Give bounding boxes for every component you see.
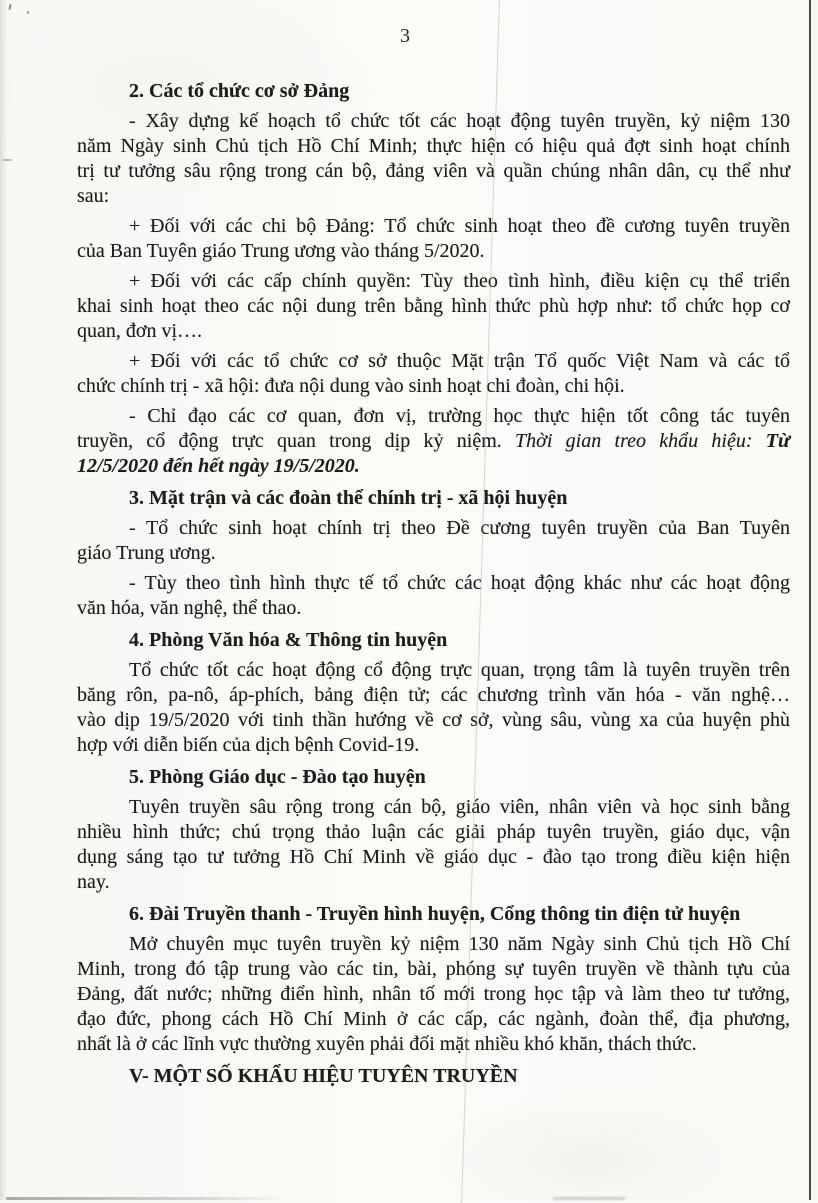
text-line: hợp với diễn biến của dịch bệnh Covid-19. [77,734,420,756]
document-content [77,72,790,1089]
scan-edge-right-margin [811,0,818,1200]
para-broadcast-column [77,932,790,1057]
text-segment: truyền, cổ động trực quan trong dịp kỷ niệm. [77,430,516,452]
para-political-activities [77,516,790,566]
text-line [77,454,790,479]
para-propaganda-plan [77,109,790,209]
heading-broadcasting-portal: 6. Đài Truyền thanh - Truyền hình huyện, Cổng thông tin điện tử huyện [129,903,741,925]
bold-italic-segment: 12/5/2020 đến hết ngày 19/5/2020. [77,455,360,477]
text-line: Mở chuyên mục tuyên truyền kỷ niệm 130 năm Ngày sinh Chủ tịch Hồ Chí [129,933,790,955]
heading-education-office: 5. Phòng Giáo dục - Đào tạo huyện [129,766,426,788]
para-fatherland-front-orgs [77,349,790,399]
text-line: đạo đức, phong cách Hồ Chí Minh ở các cấp, các ngành, đoàn thể, địa phương, [77,1008,790,1030]
scan-speck [3,159,12,161]
text-line [77,429,790,454]
heading-party-grassroots: 2. Các tổ chức cơ sở Đảng [129,80,350,102]
text-line: + Đối với các cấp chính quyền: Tùy theo tình hình, điều kiện cụ thể triển [129,270,790,292]
scan-speck [8,4,11,10]
text-line: - Tổ chức sinh hoạt chính trị theo Đề cương tuyên truyền của Ban Tuyên [129,517,790,539]
para-education-propaganda [77,795,790,895]
text-line: + Đối với các chi bộ Đảng: Tổ chức sinh hoạt theo đề cương tuyên truyền [129,215,790,237]
text-line: Tổ chức tốt các hoạt động cổ động trực quan, trọng tâm là tuyên truyền trên [129,659,790,681]
text-line: của Ban Tuyên giáo Trung ương vào tháng 5/2020. [77,240,485,262]
scan-speck [27,11,29,14]
text-line: sau: [77,185,110,207]
text-line: nhiều hình thức; chú trọng thảo luận các giải pháp tuyên truyền, giáo dục, vận [77,821,790,843]
text-line: chức chính trị - xã hội: đưa nội dung vào sinh hoạt chi đoàn, chi hội. [77,375,625,397]
text-line: - Tùy theo tình hình thực tế tổ chức các hoạt động khác như các hoạt động [129,572,790,594]
heading-front-mass-organizations: 3. Mặt trận và các đoàn thể chính trị - xã hội huyện [129,487,568,509]
text-line: quan, đơn vị…. [77,320,203,342]
bold-italic-segment: Từ [765,430,790,452]
heading-propaganda-slogans: V- MỘT SỐ KHẨU HIỆU TUYÊN TRUYỀN [129,1065,518,1087]
text-line: giáo Trung ương. [77,542,216,564]
para-banner-hanging-time [77,404,790,479]
text-line: băng rôn, pa-nô, áp-phích, bảng điện tử; các chương trình văn hóa - văn nghệ… [77,684,790,706]
text-line: văn hóa, văn nghệ, thể thao. [77,597,302,619]
heading-culture-information-office: 4. Phòng Văn hóa & Thông tin huyện [129,629,448,651]
text-line: nay. [77,871,110,893]
text-line: Tuyên truyền sâu rộng trong cán bộ, giáo viên, nhân viên và học sinh bằng [129,796,790,818]
text-line: trị tư tưởng sâu rộng trong cán bộ, đảng viên và quần chúng nhân dân, cụ thể như [77,160,790,182]
text-line: - Chỉ đạo các cơ quan, đơn vị, trường học thực hiện tốt công tác tuyên [129,405,790,427]
italic-segment: Thời gian treo khẩu hiệu: [515,430,766,452]
text-line: dụng sáng tạo tư tưởng Hồ Chí Minh về giáo dục - đào tạo trong điều kiện hiện [77,846,790,868]
para-visual-propaganda [77,658,790,758]
text-line: Đảng, đất nước; những điển hình, nhân tố mới trong học tập và làm theo tư tưởng, [77,983,790,1005]
page-number: 3 [400,25,410,47]
text-line: khai sinh hoạt theo các nội dung trên bằng hình thức phù hợp như: tổ chức họp cơ [77,295,790,317]
text-line: vào dịp 19/5/2020 với tinh thần hướng về cơ sở, vùng sâu, vùng xa của huyện phù [77,709,790,731]
scan-edge-left [0,0,7,1200]
text-line: Minh, trong đó tập trung vào các tin, bài, phóng sự tuyên truyền về thành tựu của [77,958,790,980]
text-line: năm Ngày sinh Chủ tịch Hồ Chí Minh; thực hiện có hiệu quả đợt sinh hoạt chính [77,135,790,157]
para-cultural-sport-activities [77,571,790,621]
para-party-cells [77,214,790,264]
para-local-authorities [77,269,790,344]
text-line: - Xây dựng kế hoạch tổ chức tốt các hoạt động tuyên truyền, kỷ niệm 130 [129,110,790,132]
text-line: nhất là ở các lĩnh vực thường xuyên phải đối mặt nhiều khó khăn, thách thức. [77,1033,697,1055]
text-line: + Đối với các tổ chức cơ sở thuộc Mặt trận Tổ quốc Việt Nam và các tổ [129,350,790,372]
